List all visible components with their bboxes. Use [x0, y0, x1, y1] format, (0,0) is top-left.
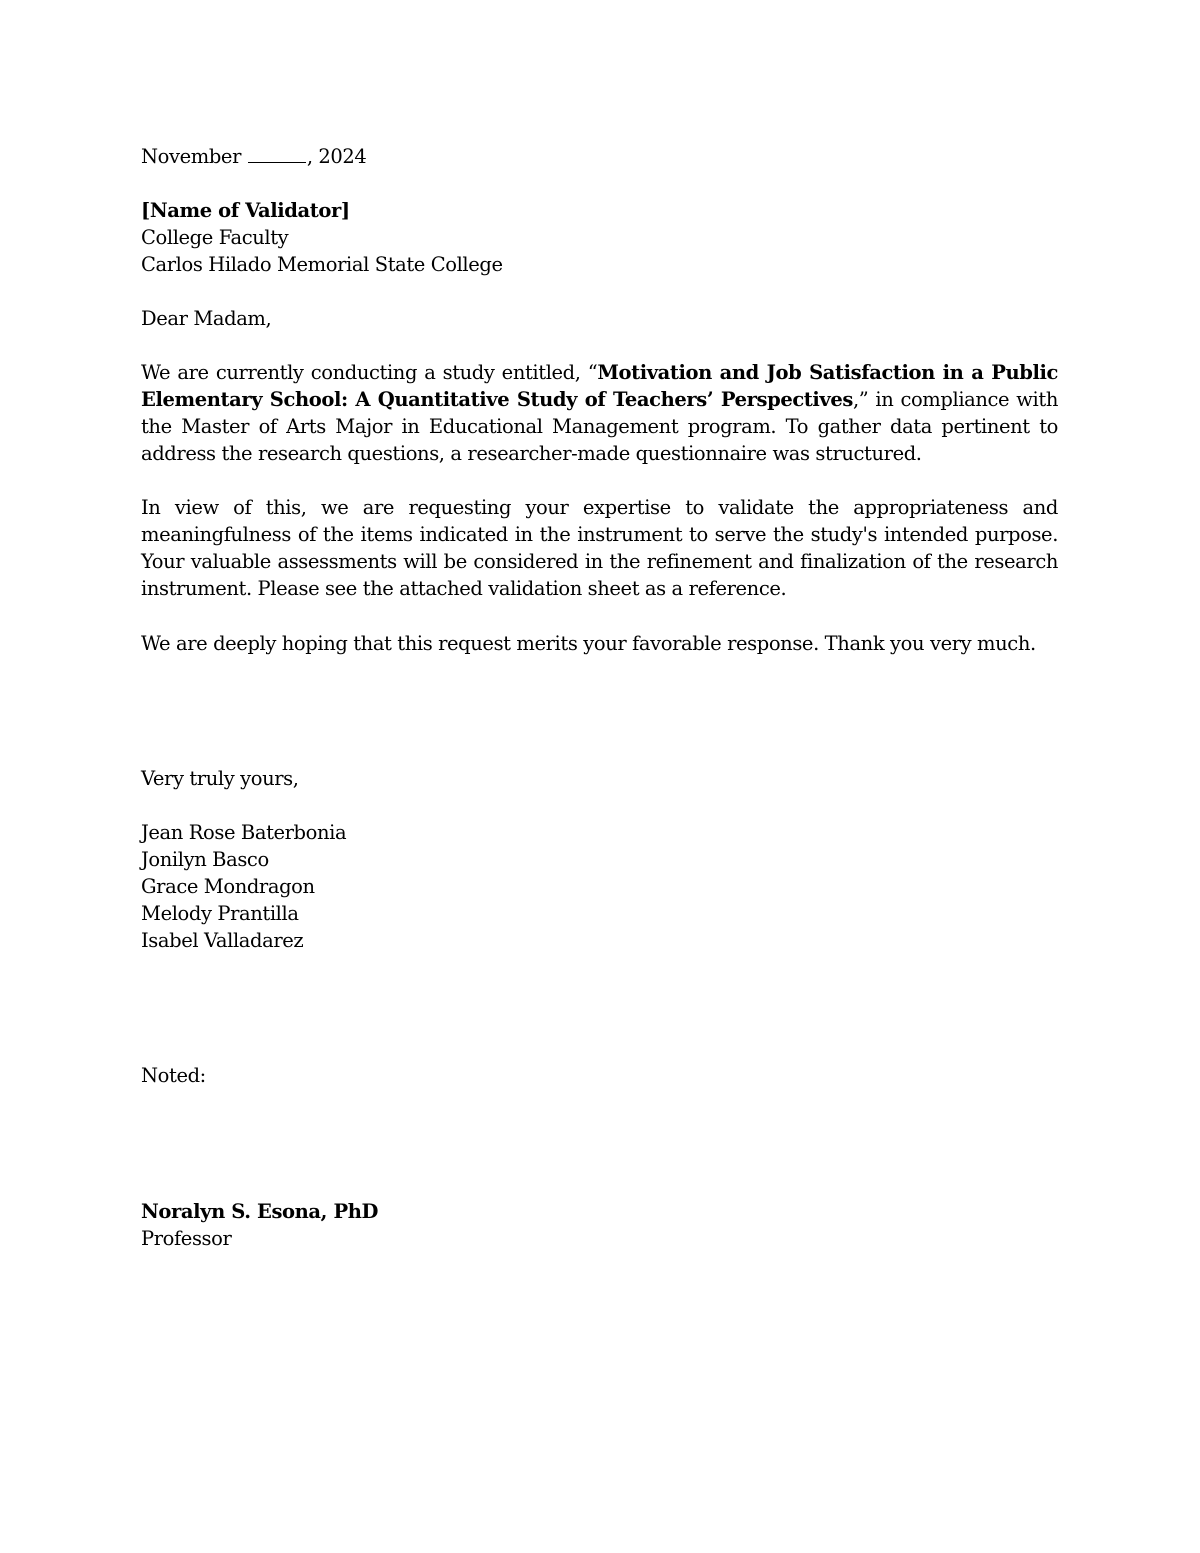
paragraph-1-intro: We are currently conducting a study entitled, “	[141, 361, 598, 384]
closing: Very truly yours,	[141, 767, 299, 790]
signatory-name: Grace Mondragon	[141, 875, 315, 898]
body-paragraph-3: We are deeply hoping that this request merits your favorable response. Thank you very much.	[141, 632, 1036, 655]
noted-by-title: Professor	[141, 1227, 232, 1250]
noted-label: Noted:	[141, 1064, 206, 1087]
recipient-position: College Faculty	[141, 226, 289, 249]
date-year: , 2024	[306, 145, 367, 168]
date-month: November	[141, 145, 241, 168]
body-paragraph-2: In view of this, we are requesting your expertise to validate the appropriateness and meaningfulness of the items indicated in the instrument to serve the study's intended purpose. Your valuable assessments will be considered in the refinement and finalization of the research instrument. Please see the attached validation sheet as a reference.	[141, 496, 1058, 600]
letter-date	[141, 143, 366, 170]
signatory-name: Melody Prantilla	[141, 902, 299, 925]
signatory-name: Jean Rose Baterbonia	[141, 821, 347, 844]
signatory-name: Jonilyn Basco	[141, 848, 269, 871]
date-day-blank	[248, 146, 306, 163]
salutation: Dear Madam,	[141, 307, 272, 330]
recipient-institution: Carlos Hilado Memorial State College	[141, 253, 503, 276]
noted-by-name: Noralyn S. Esona, PhD	[141, 1200, 378, 1223]
study-title: Motivation and Job Satisfaction in a Public Elementary School: A Quantitative Study of Teachers’ Perspectives	[141, 361, 1059, 411]
signatory-name: Isabel Valladarez	[141, 929, 304, 952]
recipient-name: [Name of Validator]	[141, 199, 350, 222]
body-paragraph-1	[141, 359, 1058, 467]
paragraph-1-rest: ,” in compliance with the Master of Arts Major in Educational Management program. To gather data pertinent to address the research questions, a researcher-made questionnaire was structured.	[141, 388, 1058, 465]
